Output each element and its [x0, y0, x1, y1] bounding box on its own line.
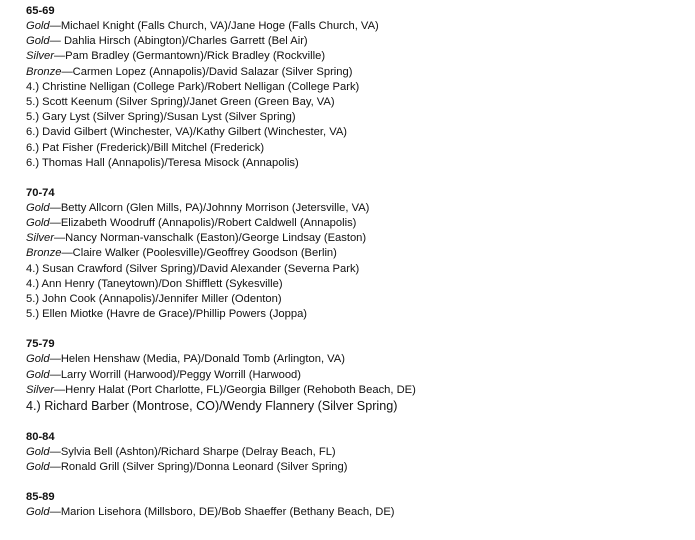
age-group-70-74: [26, 186, 686, 323]
separator: —: [49, 461, 61, 474]
group-heading: 85-89: [26, 491, 55, 504]
separator: —: [49, 35, 64, 48]
medal-label: Bronze: [26, 247, 62, 260]
age-group-80-84: [26, 430, 686, 475]
result-entry: [26, 307, 686, 322]
separator: —: [49, 201, 61, 214]
result-entry: [26, 231, 686, 246]
result-entry: [26, 246, 686, 261]
entry-text: Sylvia Bell (Ashton)/Richard Sharpe (Delray Beach, FL): [60, 445, 336, 458]
entry-text: Pam Bradley (Germantown)/Rick Bradley (Rockville): [65, 50, 326, 63]
separator: —: [49, 217, 61, 230]
age-group-75-79: [26, 337, 686, 415]
entry-text: Betty Allcorn (Glen Mills, PA)/Johnny Morrison (Jetersville, VA): [60, 201, 370, 214]
entry-text: Henry Halat (Port Charlotte, FL)/Georgia Billger (Rehoboth Beach, DE): [65, 383, 416, 396]
entry-text: 4.) Susan Crawford (Silver Spring)/David Alexander (Severna Park): [26, 262, 360, 275]
separator: —: [53, 50, 66, 63]
entry-text: 5.) Ellen Miotke (Havre de Grace)/Phillip Powers (Joppa): [26, 308, 308, 321]
result-entry: [26, 460, 686, 475]
result-entry: [26, 141, 686, 156]
medal-label: Bronze: [26, 65, 62, 78]
entry-text: Ronald Grill (Silver Spring)/Donna Leonard (Silver Spring): [60, 461, 348, 474]
entry-text: 6.) Thomas Hall (Annapolis)/Teresa Misock (Annapolis): [26, 156, 299, 169]
entry-text: 4.) Christine Nelligan (College Park)/Robert Nelligan (College Park): [26, 80, 360, 93]
separator: —: [53, 383, 66, 396]
result-entry: [26, 398, 686, 415]
result-entry: [26, 445, 686, 460]
medal-label: Gold: [26, 201, 50, 214]
separator: —: [49, 445, 61, 458]
result-entry: [26, 352, 686, 367]
separator: —: [49, 368, 61, 381]
medal-label: Gold: [26, 20, 50, 32]
result-entry: [26, 34, 686, 49]
medal-label: Gold: [26, 461, 50, 474]
result-entry: [26, 125, 686, 140]
result-entry: [26, 292, 686, 307]
medal-label: Silver: [26, 232, 54, 245]
result-entry: [26, 65, 686, 80]
entry-text: Claire Walker (Poolesville)/Geoffrey Goodson (Berlin): [72, 247, 337, 260]
separator: —: [49, 20, 61, 32]
results-document: [26, 0, 686, 521]
entry-text: Helen Henshaw (Media, PA)/Donald Tomb (Arlington, VA): [60, 353, 345, 366]
medal-label: Gold: [26, 35, 50, 48]
medal-label: Silver: [26, 383, 54, 396]
entry-text: 6.) David Gilbert (Winchester, VA)/Kathy Gilbert (Winchester, VA): [26, 126, 348, 139]
entry-text: Larry Worrill (Harwood)/Peggy Worrill (Harwood): [60, 368, 301, 381]
entry-text: Marion Lisehora (Millsboro, DE)/Bob Shaeffer (Bethany Beach, DE): [60, 506, 395, 519]
entry-text: Dahlia Hirsch (Abington)/Charles Garrett (Bel Air): [63, 35, 308, 48]
result-entry: [26, 505, 686, 520]
result-entry: [26, 383, 686, 398]
medal-label: Gold: [26, 506, 50, 519]
result-entry: [26, 277, 686, 292]
result-entry: [26, 201, 686, 216]
medal-label: Silver: [26, 50, 54, 63]
entry-text: Michael Knight (Falls Church, VA)/Jane Hoge (Falls Church, VA): [60, 20, 379, 32]
entry-text: 6.) Pat Fisher (Frederick)/Bill Mitchel (Frederick): [26, 141, 265, 154]
age-group-65-69: [26, 4, 686, 171]
entry-text: 5.) Scott Keenum (Silver Spring)/Janet Green (Green Bay, VA): [26, 95, 335, 108]
entry-text: Elizabeth Woodruff (Annapolis)/Robert Caldwell (Annapolis): [60, 217, 357, 230]
medal-label: Gold: [26, 368, 50, 381]
result-entry: [26, 156, 686, 171]
group-heading: 80-84: [26, 430, 55, 443]
separator: —: [61, 247, 73, 260]
separator: —: [49, 353, 61, 366]
separator: —: [53, 232, 66, 245]
group-heading: 65-69: [26, 5, 55, 17]
result-entry: [26, 262, 686, 277]
entry-text: Carmen Lopez (Annapolis)/David Salazar (Silver Spring): [72, 65, 353, 78]
medal-label: Gold: [26, 445, 50, 458]
medal-label: Gold: [26, 217, 50, 230]
result-entry: [26, 110, 686, 125]
result-entry: [26, 19, 686, 34]
result-entry: [26, 216, 686, 231]
entry-text: 5.) Gary Lyst (Silver Spring)/Susan Lyst (Silver Spring): [26, 111, 296, 124]
group-heading: 75-79: [26, 338, 55, 351]
entry-text: Nancy Norman-vanschalk (Easton)/George Lindsay (Easton): [65, 232, 367, 245]
result-entry: [26, 95, 686, 110]
separator: —: [49, 506, 61, 519]
result-entry: [26, 368, 686, 383]
separator: —: [61, 65, 73, 78]
entry-text: 4.) Richard Barber (Montrose, CO)/Wendy Flannery (Silver Spring): [26, 398, 398, 413]
result-entry: [26, 80, 686, 95]
medal-label: Gold: [26, 353, 50, 366]
entry-text: 4.) Ann Henry (Taneytown)/Don Shifflett (Sykesville): [26, 277, 283, 290]
entry-text: 5.) John Cook (Annapolis)/Jennifer Miller (Odenton): [26, 293, 282, 305]
age-group-85-89: [26, 490, 686, 520]
group-heading: 70-74: [26, 186, 55, 199]
result-entry: [26, 49, 686, 64]
